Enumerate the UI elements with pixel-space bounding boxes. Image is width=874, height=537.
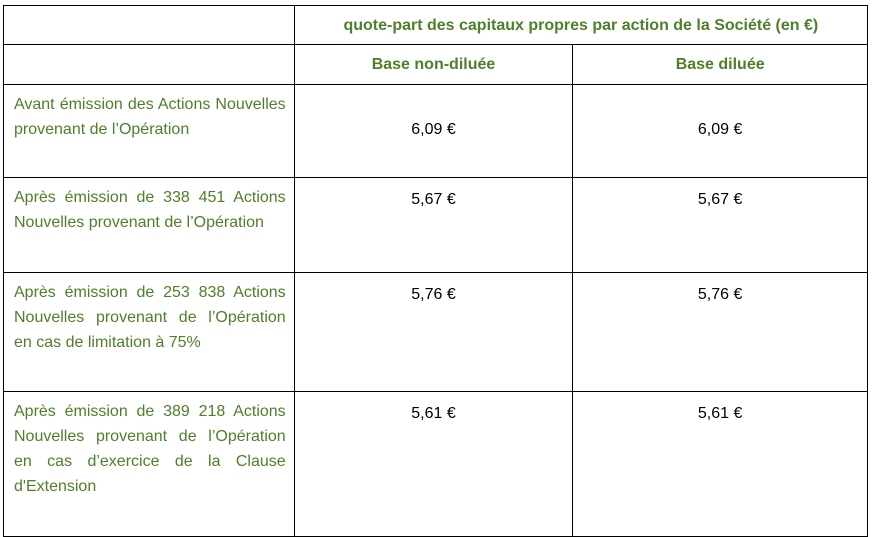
empty-corner-cell bbox=[4, 6, 295, 45]
table-row bbox=[4, 392, 868, 537]
value-non-diluee: 5,67 € bbox=[294, 178, 573, 273]
row-label: Après émission de 338 451 Actions Nouvelles provenant de l’Opération bbox=[4, 178, 295, 273]
table-title-cell: quote-part des capitaux propres par action de la Société (en €) bbox=[294, 6, 867, 45]
row-label: Avant émission des Actions Nouvelles provenant de l’Opération bbox=[4, 85, 295, 178]
table-row bbox=[4, 273, 868, 392]
value-non-diluee: 6,09 € bbox=[294, 85, 573, 178]
value-diluee: 5,67 € bbox=[573, 178, 868, 273]
column-header-diluee: Base diluée bbox=[573, 45, 868, 85]
row-label: Après émission de 253 838 Actions Nouvelles provenant de l’Opération en cas de limitation à 75% bbox=[4, 273, 295, 392]
value-non-diluee: 5,61 € bbox=[294, 392, 573, 537]
column-header-row bbox=[4, 45, 868, 85]
value-diluee: 5,61 € bbox=[573, 392, 868, 537]
table-header-row bbox=[4, 6, 868, 45]
value-diluee: 6,09 € bbox=[573, 85, 868, 178]
table-row bbox=[4, 178, 868, 273]
value-non-diluee: 5,76 € bbox=[294, 273, 573, 392]
row-label: Après émission de 389 218 Actions Nouvelles provenant de l’Opération en cas d’exercice de la Clause d'Extension bbox=[4, 392, 295, 537]
empty-label-header-cell bbox=[4, 45, 295, 85]
dilution-table bbox=[3, 5, 868, 537]
value-diluee: 5,76 € bbox=[573, 273, 868, 392]
table-row bbox=[4, 85, 868, 178]
column-header-non-diluee: Base non-diluée bbox=[294, 45, 573, 85]
